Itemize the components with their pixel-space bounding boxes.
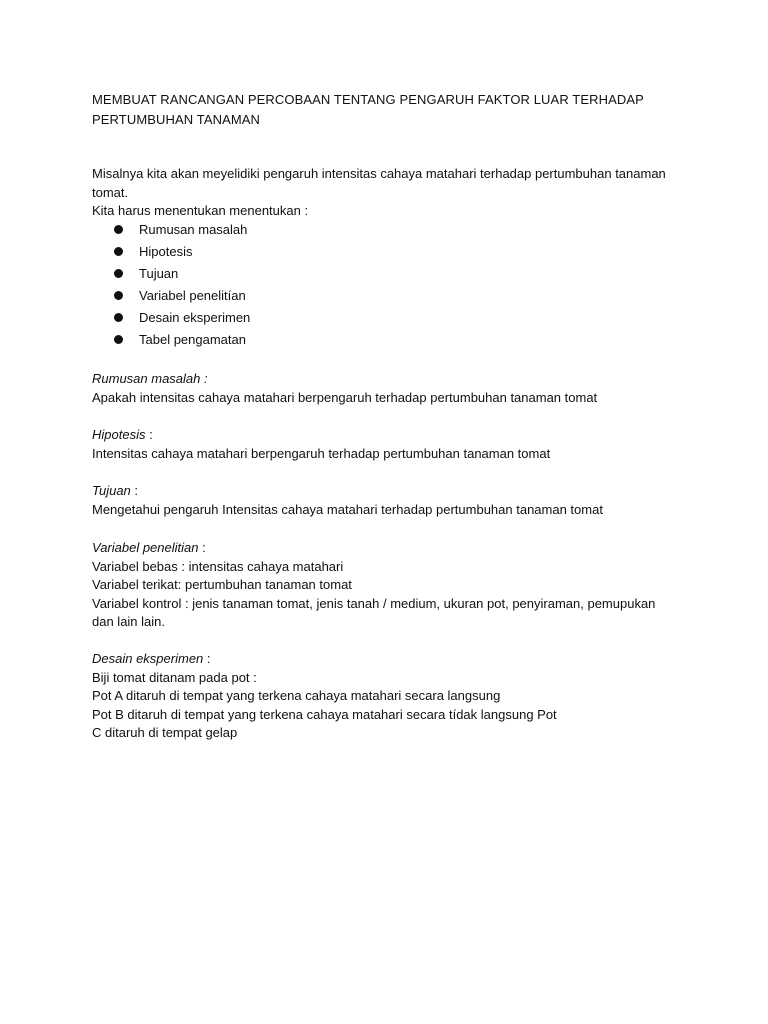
bullet-icon bbox=[114, 291, 123, 300]
list-item-label: Tabel pengamatan bbox=[139, 332, 246, 347]
title-line-1: MEMBUAT RANCANGAN PERCOBAAN TENTANG PENGARUH FAKTOR LUAR TERHADAP bbox=[92, 92, 644, 107]
list-item-label: Variabel penelitían bbox=[139, 288, 246, 303]
list-item-label: Tujuan bbox=[139, 266, 179, 281]
title-line-2: PERTUMBUHAN TANAMAN bbox=[92, 112, 261, 127]
list-item bbox=[92, 265, 250, 287]
list-item bbox=[92, 243, 250, 265]
variabel-kontrol-line-2: dan lain lain. bbox=[92, 614, 165, 629]
section-heading: Hipotesis bbox=[92, 427, 146, 442]
list-item bbox=[92, 309, 250, 331]
list-item bbox=[92, 331, 250, 353]
bullet-icon bbox=[114, 269, 123, 278]
desain-line-4: C ditaruh di tempat gelap bbox=[92, 725, 238, 740]
heading-colon: : bbox=[198, 540, 206, 555]
list-item bbox=[92, 287, 250, 309]
heading-colon: : bbox=[203, 651, 211, 666]
list-item-label: Rumusan masalah bbox=[139, 222, 248, 237]
section-heading: Rumusan masalah : bbox=[92, 371, 208, 386]
desain-line-3: Pot B ditaruh di tempat yang terkena cahaya matahari secara tídak langsung Pot bbox=[92, 706, 557, 722]
bullet-icon bbox=[114, 247, 123, 256]
list-item-label: Desain eksperimen bbox=[139, 310, 251, 325]
intro-paragraph bbox=[92, 165, 692, 221]
list-item bbox=[92, 221, 250, 243]
section-heading: Desain eksperimen bbox=[92, 651, 204, 666]
variabel-kontrol-line-1: Variabel kontrol : jenis tanaman tomat, jenis tanah / medium, ukuran pot, penyiraman, pemupukan bbox=[92, 595, 656, 611]
section-text: Apakah intensitas cahaya matahari berpengaruh terhadap pertumbuhan tanaman tomat bbox=[92, 389, 598, 405]
section-tujuan bbox=[92, 482, 692, 519]
bullet-icon bbox=[114, 335, 123, 344]
desain-line-1: Biji tomat ditanam pada pot : bbox=[92, 669, 257, 685]
section-rumusan-masalah bbox=[92, 370, 692, 407]
bullet-icon bbox=[114, 225, 123, 234]
section-hipotesis bbox=[92, 426, 692, 463]
heading-colon: : bbox=[130, 483, 139, 498]
desain-line-2: Pot A ditaruh di tempat yang terkena cahaya matahari secara langsung bbox=[92, 688, 501, 703]
intro-line-3: Kita harus menentukan menentukan : bbox=[92, 203, 309, 218]
variabel-terikat: Variabel terikat: pertumbuhan tanaman tomat bbox=[92, 577, 352, 592]
variabel-bebas: Variabel bebas : intensitas cahaya matahari bbox=[92, 558, 344, 574]
list-item-label: Hipotesis bbox=[139, 244, 193, 259]
section-text: Intensitas cahaya matahari berpengaruh terhadap pertumbuhan tanaman tomat bbox=[92, 445, 551, 461]
section-heading: Tujuan bbox=[92, 483, 131, 498]
intro-line-1: Misalnya kita akan meyelidiki pengaruh intensitas cahaya matahari terhadap pertumbuhan tanaman bbox=[92, 166, 666, 181]
document-title bbox=[92, 90, 692, 130]
section-heading: Variabel penelitian bbox=[92, 540, 199, 555]
heading-colon: : bbox=[145, 427, 153, 442]
section-desain-eksperimen bbox=[92, 650, 692, 743]
bullet-icon bbox=[114, 313, 123, 322]
requirements-list bbox=[92, 221, 250, 353]
section-variabel-penelitian bbox=[92, 539, 692, 632]
section-text: Mengetahui pengaruh Intensitas cahaya matahari terhadap pertumbuhan tanaman tomat bbox=[92, 501, 603, 517]
intro-line-2: tomat. bbox=[92, 184, 129, 200]
